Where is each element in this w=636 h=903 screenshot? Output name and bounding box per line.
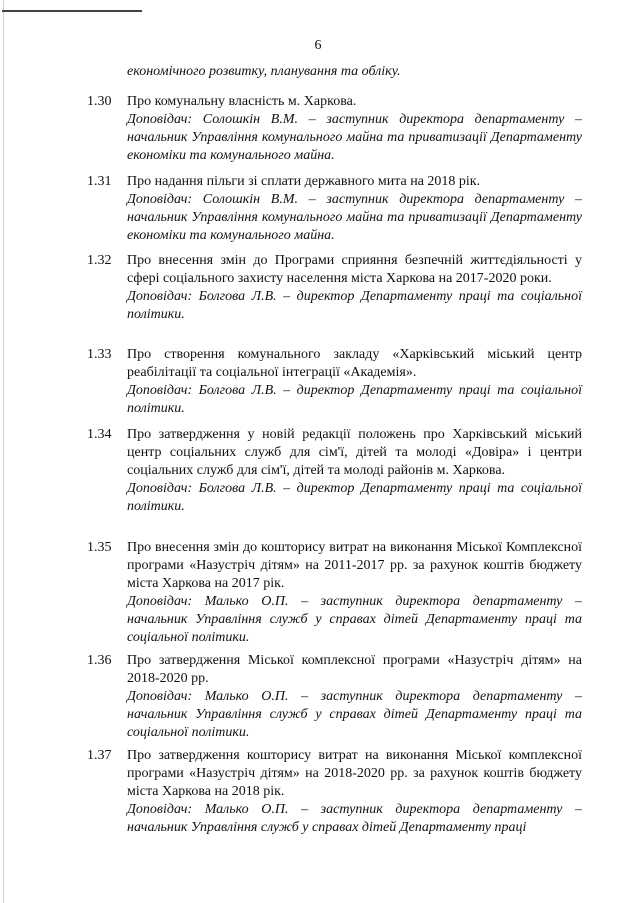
item-body bbox=[127, 93, 582, 165]
item-body bbox=[127, 252, 582, 324]
item-title: Про внесення змін до Програми сприяння безпечній життєдіяльності у сфері соціального захисту населення міста Харкова на 2017-2020 роки. bbox=[127, 253, 582, 286]
item-number: 1.34 bbox=[87, 427, 112, 442]
item-body bbox=[127, 426, 582, 516]
item-number: 1.30 bbox=[87, 94, 112, 109]
page-number: 6 bbox=[314, 38, 322, 53]
item-number: 1.36 bbox=[87, 653, 112, 668]
item-number: 1.31 bbox=[87, 174, 112, 189]
item-title: Про затвердження Міської комплексної програми «Назустріч дітям» на 2018-2020 рр. bbox=[127, 653, 582, 686]
item-reporter: Доповідач: Солошкін В.М. – заступник директора департаменту – начальник Управління комунального майна та приватизації Департаменту економіки та комунального майна. bbox=[127, 112, 582, 163]
item-reporter: Доповідач: Малько О.П. – заступник директора департаменту – начальник Управління служб у справах дітей Департаменту праці та соціальної політики. bbox=[127, 594, 582, 645]
item-title: Про створення комунального закладу «Харківський міський центр реабілітації та соціальної інтеграції «Академія». bbox=[127, 347, 582, 380]
item-reporter: Доповідач: Малько О.П. – заступник директора департаменту – начальник Управління служб у справах дітей Департаменту праці bbox=[127, 802, 582, 835]
item-title: Про внесення змін до кошторису витрат на виконання Міської Комплексної програми «Назустріч дітям» на 2011-2017 рр. за рахунок коштів бюджету міста Харкова на 2017 рік. bbox=[127, 540, 582, 591]
item-body bbox=[127, 747, 582, 837]
continuation-text: економічного розвитку, планування та обліку. bbox=[127, 64, 401, 79]
item-reporter: Доповідач: Солошкін В.М. – заступник директора департаменту – начальник Управління комунального майна та приватизації Департаменту економіки та комунального майна. bbox=[127, 192, 582, 243]
item-number: 1.33 bbox=[87, 347, 112, 362]
item-title: Про затвердження у новій редакції положень про Харківський міський центр соціальних служб для сім'ї, дітей та молоді «Довіра» і центри соціальних служб для сім'ї, дітей та молоді районів м. Харкова. bbox=[127, 427, 582, 478]
item-body bbox=[127, 539, 582, 647]
item-reporter: Доповідач: Болгова Л.В. – директор Департаменту праці та соціальної політики. bbox=[127, 481, 582, 514]
item-title: Про комунальну власність м. Харкова. bbox=[127, 94, 357, 109]
item-body bbox=[127, 652, 582, 742]
top-edge-mark bbox=[2, 10, 142, 12]
item-number: 1.35 bbox=[87, 540, 112, 555]
item-reporter: Доповідач: Малько О.П. – заступник директора департаменту – начальник Управління служб у справах дітей Департаменту праці та соціальної політики. bbox=[127, 689, 582, 740]
item-title: Про затвердження кошторису витрат на виконання Міської комплексної програми «Назустріч дітям» на 2018-2020 рр. за рахунок коштів бюджету міста Харкова на 2018 рік. bbox=[127, 748, 582, 799]
item-body bbox=[127, 173, 582, 245]
item-title: Про надання пільги зі сплати державного мита на 2018 рік. bbox=[127, 174, 481, 189]
item-body bbox=[127, 346, 582, 418]
item-reporter: Доповідач: Болгова Л.В. – директор Департаменту праці та соціальної політики. bbox=[127, 289, 582, 322]
item-reporter: Доповідач: Болгова Л.В. – директор Департаменту праці та соціальної політики. bbox=[127, 383, 582, 416]
item-number: 1.37 bbox=[87, 748, 112, 763]
page-edge-line bbox=[3, 0, 4, 903]
item-number: 1.32 bbox=[87, 253, 112, 268]
